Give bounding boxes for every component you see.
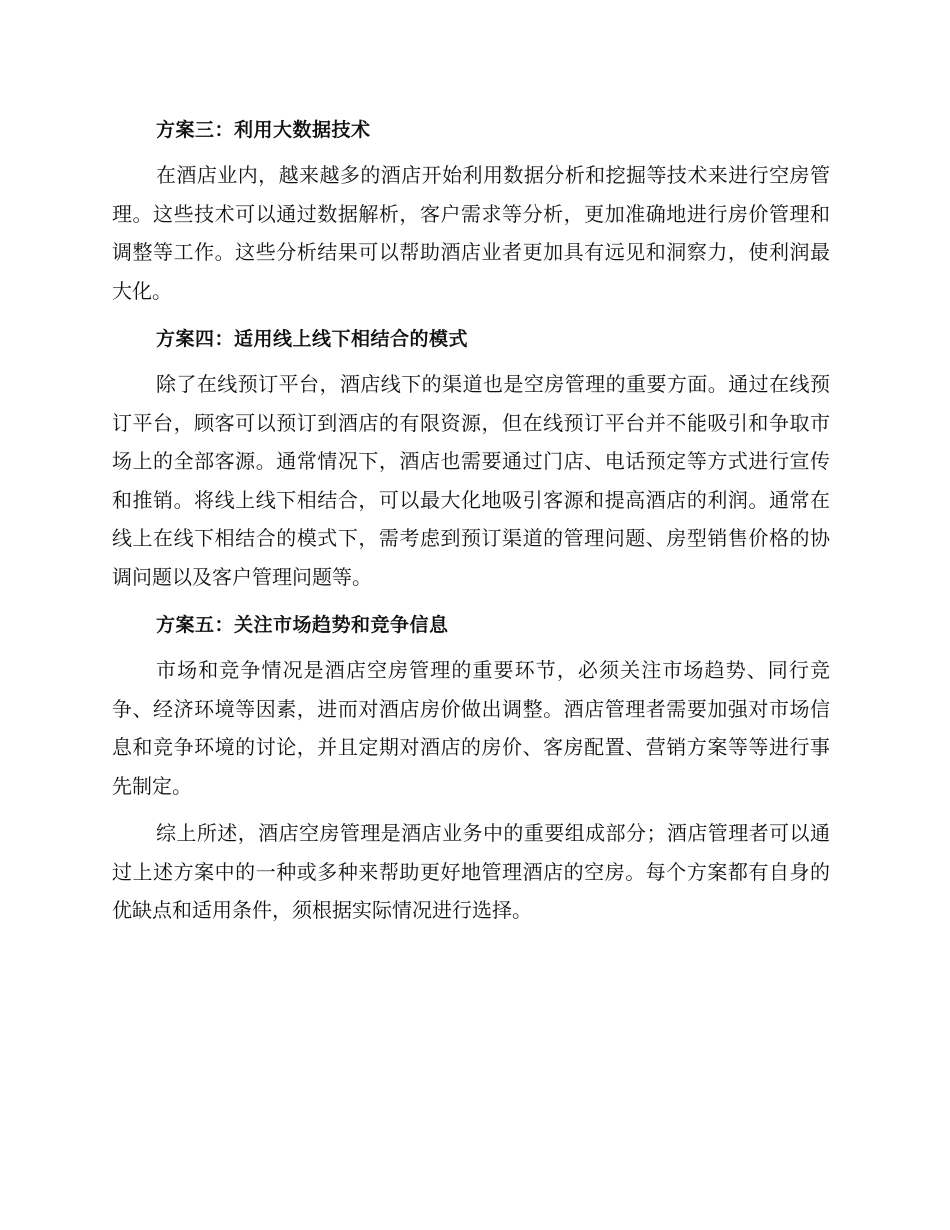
document-page [112,110,830,930]
section-paragraph-5: 市场和竞争情况是酒店空房管理的重要环节，必须关注市场趋势、同行竞争、经济环境等因素，进而对酒店房价做出调整。酒店管理者需要加强对市场信息和竞争环境的讨论，并且定期对酒店的房价、客房配置、营销方案等等进行事先制定。 [112,658,830,798]
section-heading-3: 方案三：利用大数据技术 [156,119,371,141]
section-heading-4: 方案四：适用线上线下相结合的模式 [156,328,469,350]
section-paragraph-3: 在酒店业内，越来越多的酒店开始利用数据分析和挖掘等技术来进行空房管理。这些技术可以通过数据解析，客户需求等分析，更加准确地进行房价管理和调整等工作。这些分析结果可以帮助酒店业者更加具有远见和洞察力，使利润最大化。 [112,163,830,303]
conclusion-paragraph: 综上所述，酒店空房管理是酒店业务中的重要组成部分；酒店管理者可以通过上述方案中的一种或多种来帮助更好地管理酒店的空房。每个方案都有自身的优缺点和适用条件，须根据实际情况进行选择。 [112,821,830,922]
section-paragraph-4: 除了在线预订平台，酒店线下的渠道也是空房管理的重要方面。通过在线预订平台，顾客可以预订到酒店的有限资源，但在线预订平台并不能吸引和争取市场上的全部客源。通常情况下，酒店也需要通过门店、电话预定等方式进行宣传和推销。将线上线下相结合，可以最大化地吸引客源和提高酒店的利润。通常在线上在线下相结合的模式下，需考虑到预订渠道的管理问题、房型销售价格的协调问题以及客户管理问题等。 [112,372,830,589]
section-heading-5: 方案五：关注市场趋势和竞争信息 [156,614,449,636]
